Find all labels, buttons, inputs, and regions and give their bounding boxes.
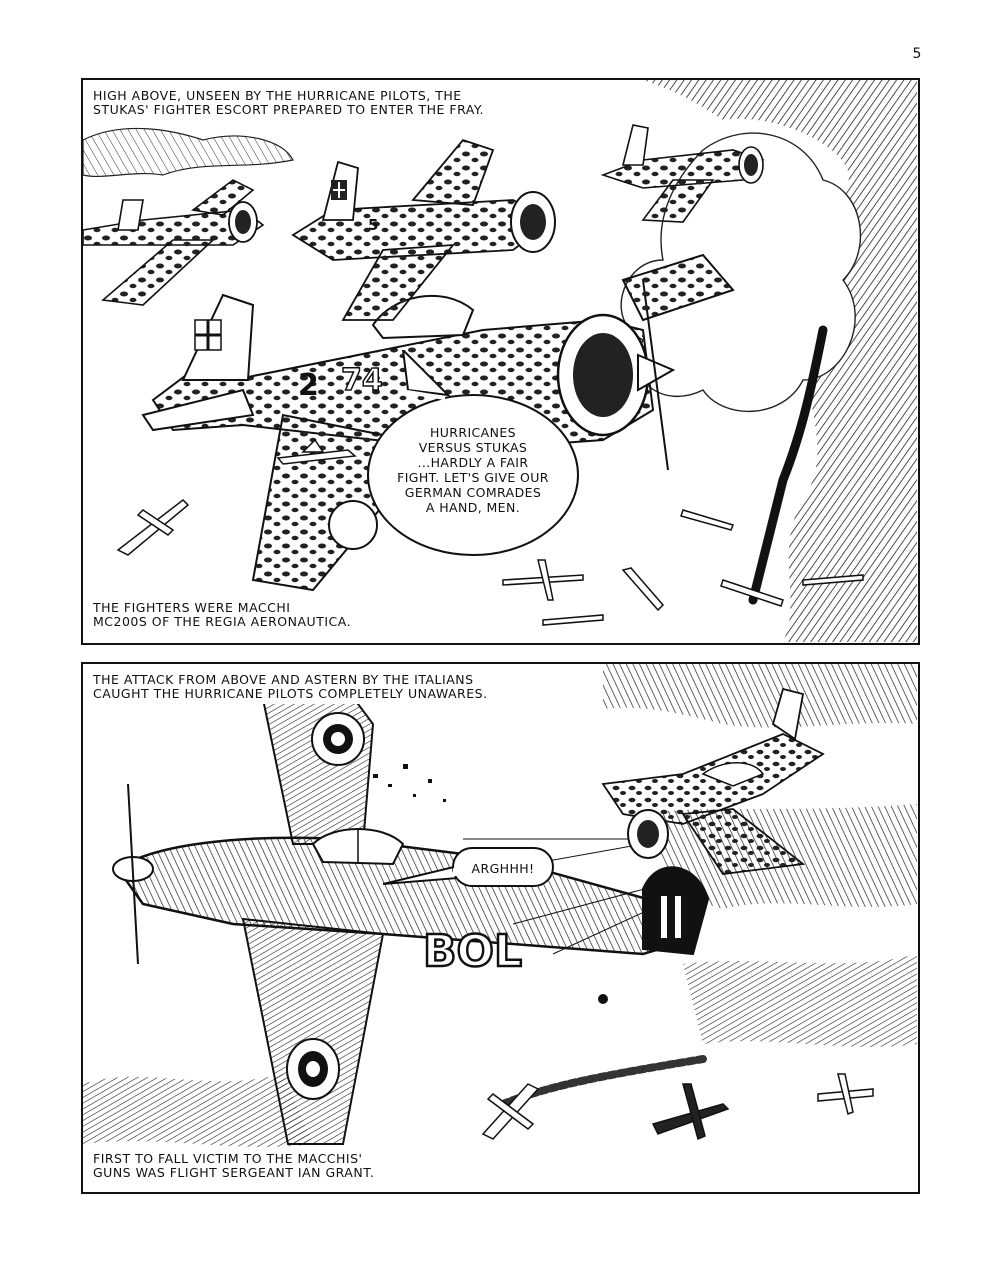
macchi-fighter-3 xyxy=(83,180,263,305)
caption-line: CAUGHT THE HURRICANE PILOTS COMPLETELY UNAWARES. xyxy=(93,686,488,701)
speech-line: FIGHT. LET'S GIVE OUR xyxy=(397,470,549,485)
caption-line: THE ATTACK FROM ABOVE AND ASTERN BY THE ITALIANS xyxy=(93,672,474,687)
svg-text:2: 2 xyxy=(298,368,319,403)
cloud-hatching xyxy=(683,954,917,1047)
speech-bubble-italian-pilot xyxy=(383,425,563,515)
speech-line: HURRICANES xyxy=(429,425,517,440)
speech-line: GERMAN COMRADES xyxy=(404,485,542,500)
svg-text:74: 74 xyxy=(341,363,383,398)
panel-1-caption-top xyxy=(87,86,490,120)
cloud-outline xyxy=(83,128,293,176)
macchi-fighter-2 xyxy=(293,140,555,320)
speech-line: ARGHHH! xyxy=(471,861,535,876)
comic-panel-1 xyxy=(81,78,920,645)
caption-line: GUNS WAS FLIGHT SERGEANT IAN GRANT. xyxy=(93,1165,375,1180)
speech-bubble-pilot-scream xyxy=(453,861,553,876)
panel-1-caption-bottom xyxy=(87,598,357,632)
debris xyxy=(373,764,446,802)
comic-panel-2 xyxy=(81,662,920,1194)
speech-line: ...HARDLY A FAIR xyxy=(417,455,529,470)
caption-line: HIGH ABOVE, UNSEEN BY THE HURRICANE PILOTS, THE xyxy=(93,88,462,103)
panel-2-artwork xyxy=(83,664,917,1191)
caption-line: THE FIGHTERS WERE MACCHI xyxy=(93,600,291,615)
panel-2-caption-bottom xyxy=(87,1149,380,1183)
smoke-trail xyxy=(503,1059,703,1104)
caption-line: STUKAS' FIGHTER ESCORT PREPARED TO ENTER THE FRAY. xyxy=(93,102,484,117)
caption-line: MC200S OF THE REGIA AERONAUTICA. xyxy=(93,614,352,629)
svg-text:5: 5 xyxy=(368,216,379,234)
distant-aircraft xyxy=(483,1074,873,1139)
cloud-hatching xyxy=(603,664,917,728)
panel-2-caption-top xyxy=(87,670,494,704)
hurricane-code-letters: BOL xyxy=(423,926,522,977)
speech-line: A HAND, MEN. xyxy=(425,500,521,515)
caption-line: FIRST TO FALL VICTIM TO THE MACCHIS' xyxy=(93,1151,363,1166)
page-number: 5 xyxy=(912,46,922,62)
speech-line: VERSUS STUKAS xyxy=(418,440,528,455)
